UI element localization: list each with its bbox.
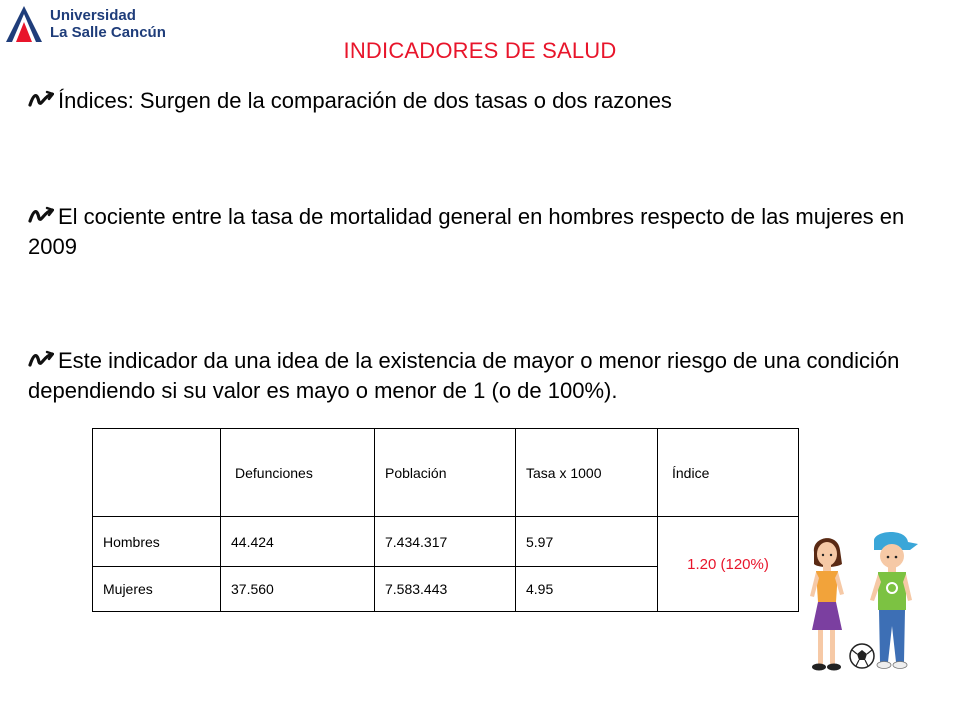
university-name (50, 7, 166, 41)
cell-defunciones: 44.424 (221, 517, 375, 567)
row-label-hombres: Hombres (93, 517, 221, 567)
table-header-indice: Índice (658, 429, 799, 517)
cell-tasa: 5.97 (516, 517, 658, 567)
row-label-mujeres: Mujeres (93, 567, 221, 612)
university-name-line2: La Salle Cancún (50, 24, 166, 41)
table-header-row (93, 429, 799, 517)
table-header-defunciones: Defunciones (221, 429, 375, 517)
squiggle-arrow-icon (28, 350, 54, 368)
cell-poblacion: 7.434.317 (375, 517, 516, 567)
slide-title: INDICADORES DE SALUD (343, 38, 617, 63)
bullet-indicador (28, 346, 928, 406)
bullet-cociente-text: El cociente entre la tasa de mortalidad general en hombres respecto de las mujeres en 2009 (28, 204, 905, 259)
table-row (93, 517, 799, 567)
children-with-ball-illustration (806, 530, 926, 680)
university-name-line1: Universidad (50, 7, 136, 24)
cell-defunciones: 37.560 (221, 567, 375, 612)
squiggle-arrow-icon (28, 206, 54, 224)
squiggle-arrow-icon (28, 90, 54, 108)
bullet-cociente (28, 202, 928, 262)
table-header-cell (93, 429, 221, 517)
bullet-indices-text: Índices: Surgen de la comparación de dos tasas o dos razones (58, 88, 672, 113)
mortality-table (92, 428, 799, 612)
cell-poblacion: 7.583.443 (375, 567, 516, 612)
table-header-tasa: Tasa x 1000 (516, 429, 658, 517)
bullet-indicador-text: Este indicador da una idea de la existencia de mayor o menor riesgo de una condición dependiendo si su valor es mayo o menor de 1 (o de 100%). (28, 348, 900, 403)
cell-indice: 1.20 (120%) (658, 517, 799, 612)
bullet-indices (28, 86, 928, 116)
cell-tasa: 4.95 (516, 567, 658, 612)
table-header-poblacion: Población (375, 429, 516, 517)
